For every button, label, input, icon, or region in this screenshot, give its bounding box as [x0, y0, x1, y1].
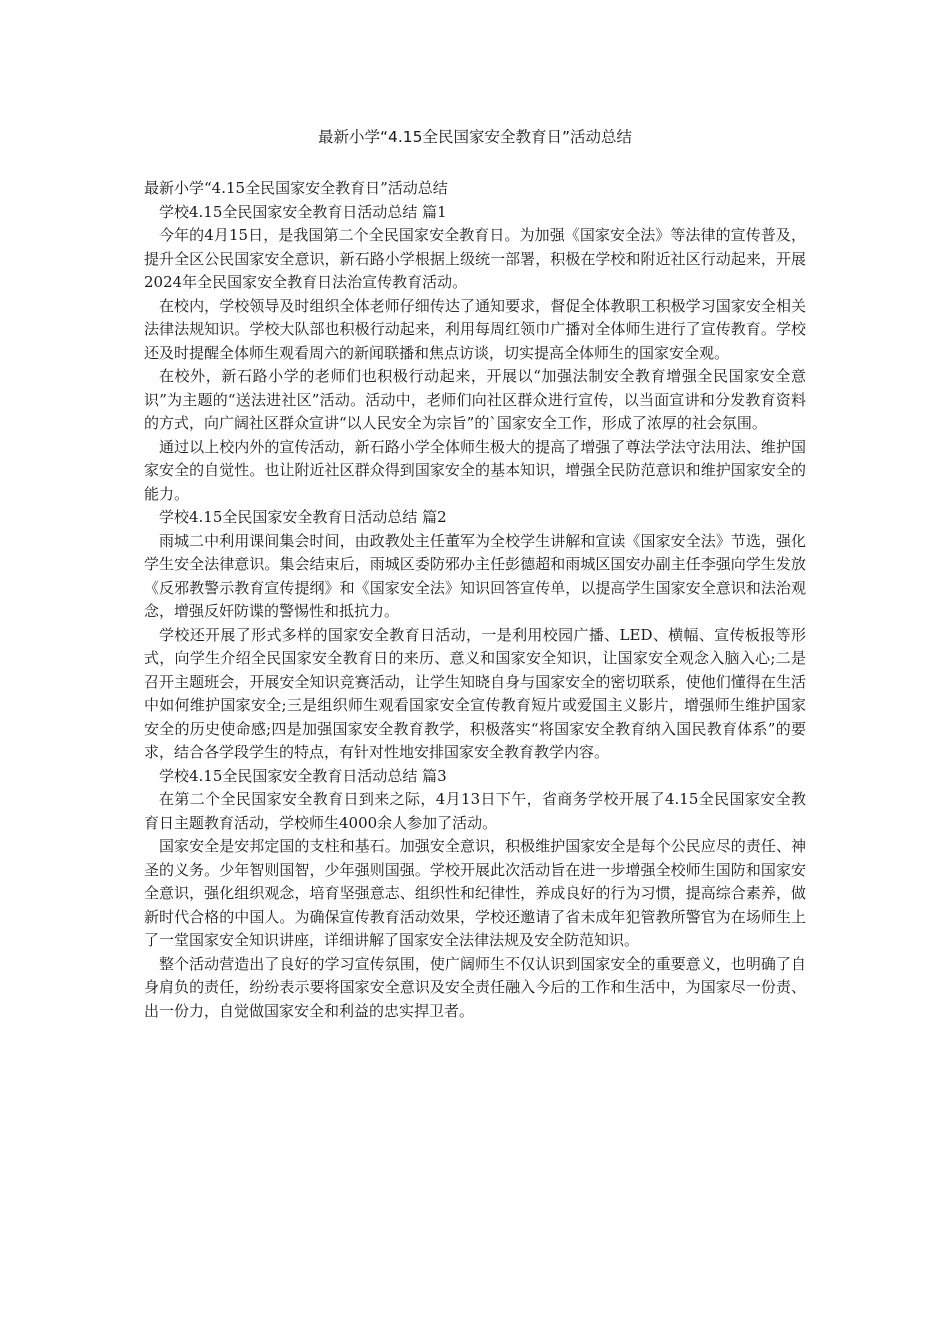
- section-3-paragraph: 整个活动营造出了良好的学习宣传氛围，使广阔师生不仅认识到国家安全的重要意义，也明确了自身肩负的责任，纷纷表示要将国家安全意识及安全责任融入今后的工作和生活中，为国家尽一份责、出一份力，自觉做国家安全和利益的忠实捍卫者。: [144, 954, 806, 1020]
- section-heading-3: 学校4.15全民国家安全教育日活动总结 篇3: [159, 766, 447, 785]
- section-3-paragraph: 国家安全是安邦定国的支柱和基石。加强安全意识，积极维护国家安全是每个公民应尽的责任、神圣的义务。少年智则国智，少年强则国强。学校开展此次活动旨在进一步增强全校师生国防和国家安全意识，强化组织观念，培育坚强意志、组织性和纪律性，养成良好的行为习惯，提高综合素养，做新时代合格的中国人。为确保宣传教育活动效果，学校还邀请了省未成年犯管教所警官为在场师生上了一堂国家安全知识讲座，详细讲解了国家安全法律法规及安全防范知识。: [144, 837, 806, 949]
- section-2-paragraph: 雨城二中利用课间集会时间，由政教处主任董军为全校学生讲解和宣读《国家安全法》节选，强化学生安全法律意识。集会结束后，雨城区委防邪办主任彭德超和雨城区国安办副主任李强向学生发放《反邪教警示教育宣传提纲》和《国家安全法》知识回答宣传单，以提高学生国家安全意识和法治观念，增强反奸防谍的警惕性和抵抗力。: [144, 531, 806, 620]
- section-heading-1: 学校4.15全民国家安全教育日活动总结 篇1: [159, 202, 447, 221]
- document-title: 最新小学“4.15全民国家安全教育日”活动总结: [317, 128, 633, 146]
- section-heading-2: 学校4.15全民国家安全教育日活动总结 篇2: [159, 508, 447, 526]
- section-2-paragraph: 学校还开展了形式多样的国家安全教育日活动，一是利用校园广播、LED、横幅、宣传板报等形式，向学生介绍全民国家安全教育日的来历、意义和国家安全知识，让国家安全观念入脑入心;二是召开主题班会，开展安全知识竞赛活动，让学生知晓自身与国家安全的密切联系，使他们懂得在生活中如何维护国家安全;三是组织师生观看国家安全宣传教育短片或爱国主义影片，增强师生维护国家安全的历史使命感;四是加强国家安全教育教学，积极落实“将国家安全教育纳入国民教育体系”的要求，结合各学段学生的特点，有针对性地安排国家安全教育教学内容。: [144, 625, 806, 761]
- section-1-paragraph: 通过以上校内外的宣传活动，新石路小学全体师生极大的提高了增强了尊法学法守法用法、维护国家安全的自觉性。也让附近社区群众得到国家安全的基本知识，增强全民防范意识和维护国家安全的能力。: [144, 437, 806, 503]
- section-1-paragraph: 今年的4月15日，是我国第二个全民国家安全教育日。为加强《国家安全法》等法律的宣传普及，提升全区公民国家安全意识，新石路小学根据上级统一部署，积极在学校和附近社区行动起来，开展2024年全民国家安全教育日法治宣传教育活动。: [144, 226, 806, 291]
- section-1-paragraph: 在校外，新石路小学的老师们也积极行动起来，开展以“加强法制安全教育增强全民国家安全意识”为主题的“送法进社区”活动。活动中，老师们向社区群众进行宣传，以当面宣讲和分发教育资料的方式，向广阔社区群众宣讲“以人民安全为宗旨”的`国家安全工作，形成了浓厚的社会氛围。: [144, 367, 806, 432]
- document-subtitle: 最新小学“4.15全民国家安全教育日”活动总结: [144, 179, 448, 197]
- document-body: [144, 177, 806, 1023]
- section-3-paragraph: 在第二个全民国家安全教育日到来之际，4月13日下午，省商务学校开展了4.15全民国家安全教育日主题教育活动，学校师生4000余人参加了活动。: [144, 790, 806, 832]
- section-1-paragraph: 在校内，学校领导及时组织全体老师仔细传达了通知要求，督促全体教职工积极学习国家安全相关法律法规知识。学校大队部也积极行动起来，利用每周红领巾广播对全体师生进行了宣传教育。学校还及时提醒全体师生观看周六的新闻联播和焦点访谈，切实提高全体师生的国家安全观。: [144, 296, 806, 362]
